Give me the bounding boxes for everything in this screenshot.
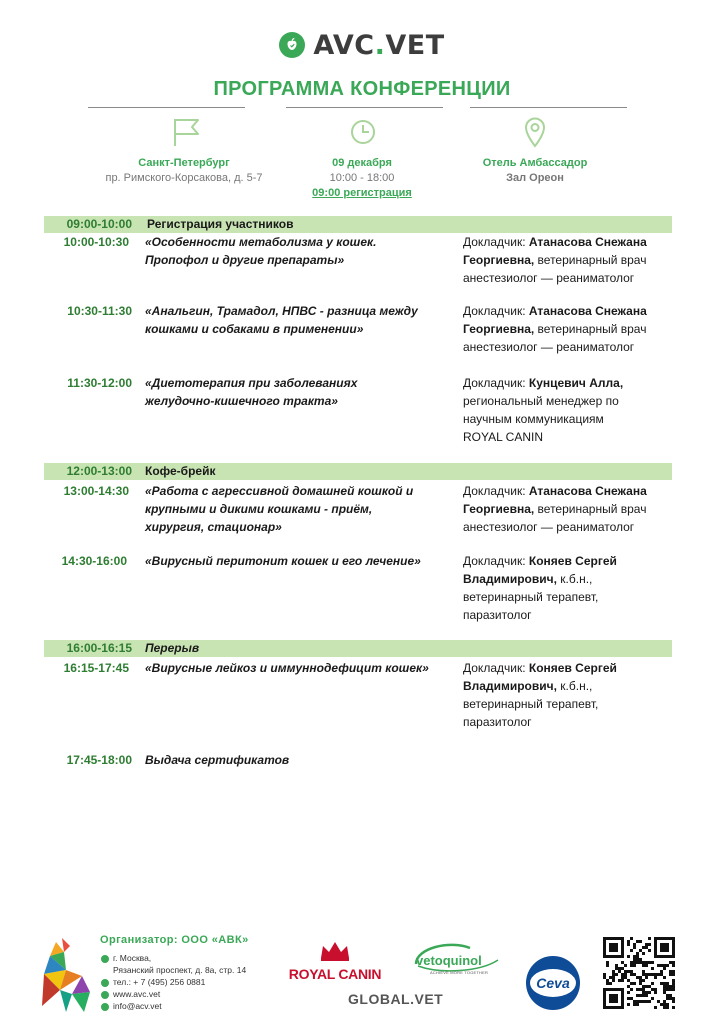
apple-icon	[279, 32, 305, 58]
speaker-info: Докладчик: Кунцевич Алла, региональный менеджер по научным коммуникациям ROYAL CANIN	[463, 376, 624, 444]
time-slot: 12:00-13:00	[66, 464, 132, 478]
time-slot: 16:00-16:15	[66, 641, 132, 655]
program-item-label: Выдача сертификатов	[145, 753, 290, 767]
website-link[interactable]: www.avc.vet	[113, 989, 161, 999]
address-street: Рязанский проспект, д. 8а, стр. 14	[113, 965, 247, 975]
speaker-info: Докладчик: Атанасова Снежана Георгиевна, ветеринарный врач анестезиолог — реаниматолог	[463, 484, 647, 534]
location-block	[84, 156, 284, 186]
horse-mascot-icon	[36, 936, 92, 1021]
talk-title: «Вирусные лейкоз и иммуннодефицит кошек»	[145, 661, 429, 675]
time-slot: 14:30-16:00	[61, 554, 127, 568]
time-slot: 11:30-12:00	[67, 376, 132, 390]
divider	[88, 107, 245, 108]
logo-text: AVC.VET	[313, 29, 445, 61]
organizer: Организатор: ООО «АВК»	[100, 934, 249, 946]
ceva-logo: Ceva	[526, 956, 580, 1010]
venue-name: Отель Амбассадор	[482, 157, 588, 169]
program-band	[44, 216, 672, 233]
talk-title: «Особенности метаболизма у кошек. Пропофол и другие препараты»	[145, 235, 377, 267]
phone-icon	[101, 979, 109, 987]
city: Санкт-Петербург	[138, 157, 230, 169]
time-range: 10:00 - 18:00	[329, 172, 395, 184]
program-band	[44, 463, 672, 480]
registration-link[interactable]: 09:00 регистрация	[312, 187, 412, 199]
phone: тел.: + 7 (495) 256 0881	[113, 977, 206, 987]
hall-name: Зал Ореон	[506, 172, 564, 184]
venue-block	[460, 156, 610, 186]
speaker-info: Докладчик: Коняев Сергей Владимирович, к.б.н., ветеринарный терапевт, паразитолог	[463, 661, 617, 729]
global-vet-logo: GLOBAL.VET	[348, 991, 444, 1007]
time-slot: 09:00-10:00	[66, 217, 132, 231]
time-slot: 17:45-18:00	[66, 753, 132, 767]
qr-code[interactable]	[603, 937, 675, 1009]
talk-title: «Вирусный перитонит кошек и его лечение»	[145, 554, 421, 568]
event-date: 09 декабря	[332, 157, 392, 169]
brand-logo	[0, 28, 724, 62]
web-icon	[101, 991, 109, 999]
time-slot: 10:30-11:30	[67, 304, 132, 318]
location-pin-icon	[523, 116, 547, 153]
program-item-label: Регистрация участников	[147, 217, 294, 231]
speaker-info: Докладчик: Атанасова Снежана Георгиевна, ветеринарный врач анестезиолог — реаниматолог	[463, 304, 647, 354]
time-slot: 10:00-10:30	[63, 235, 129, 249]
flag-icon	[172, 116, 202, 153]
program-band	[44, 640, 672, 657]
speaker-info: Докладчик: Коняев Сергей Владимирович, к.б.н., ветеринарный терапевт, паразитолог	[463, 554, 617, 622]
date-block	[292, 156, 432, 201]
crown-icon	[318, 938, 352, 962]
vetoquinol-logo: vetoquinol ACHIEVE MORE TOGETHER	[410, 940, 502, 981]
email-icon	[101, 1003, 109, 1011]
royal-canin-logo: ROYAL CANIN	[285, 938, 385, 982]
email-link[interactable]: info@acv.vet	[113, 1001, 162, 1011]
divider	[286, 107, 443, 108]
address-city: г. Москва,	[113, 953, 152, 963]
program-item-label: Перерыв	[145, 641, 200, 655]
time-slot: 13:00-14:30	[63, 484, 129, 498]
address: пр. Римского-Корсакова, д. 5-7	[105, 172, 263, 184]
talk-title: «Работа с агрессивной домашней кошкой и крупными и дикими кошками - приём, хирургия, стационар»	[145, 484, 414, 534]
speaker-info: Докладчик: Атанасова Снежана Георгиевна, ветеринарный врач анестезиолог — реаниматолог	[463, 235, 647, 285]
program-item-label: Кофе-брейк	[145, 464, 216, 478]
talk-title: «Диетотерапия при заболеваниях желудочно-кишечного тракта»	[145, 376, 358, 408]
time-slot: 16:15-17:45	[63, 661, 129, 675]
clock-icon	[349, 118, 377, 151]
page-title: ПРОГРАММА КОНФЕРЕНЦИИ	[213, 78, 511, 100]
divider	[470, 107, 627, 108]
location-pin-icon	[101, 955, 109, 963]
talk-title: «Анальгин, Трамадол, НПВС - разница между кошками и собаками в применении»	[145, 304, 418, 336]
